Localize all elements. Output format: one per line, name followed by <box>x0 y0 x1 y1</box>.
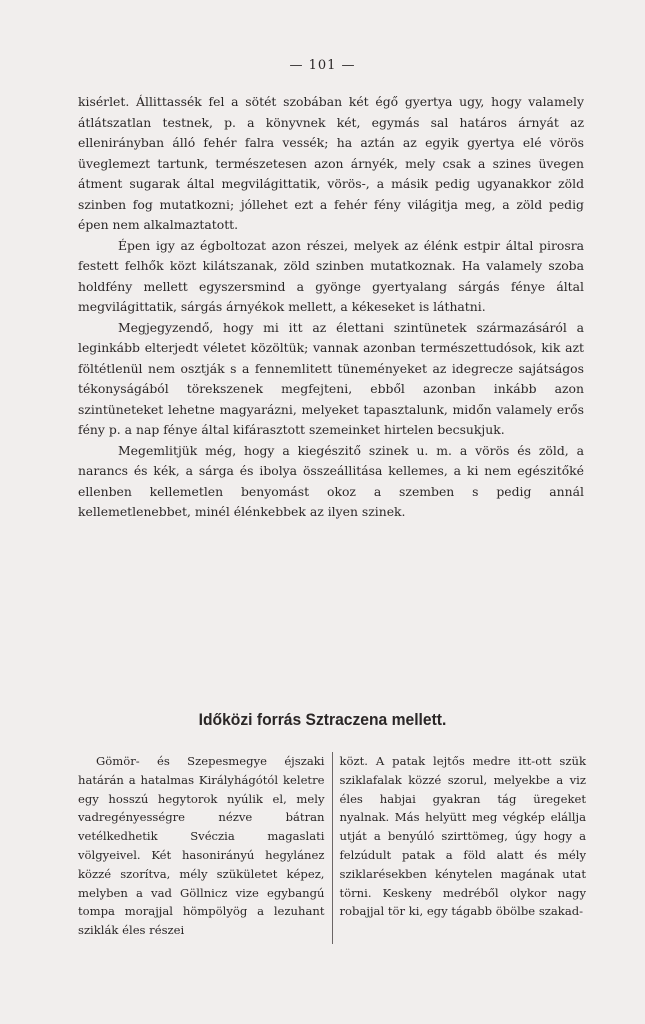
section-title: Időközi forrás Sztraczena mellett. <box>198 710 447 729</box>
column-divider <box>332 752 333 944</box>
left-column-text: Gömör- és Szepesmegye éjszaki határán a hatalmas Királyhágótól keletre egy hosszú hegytorok nyúlik el, mely vadregényességre nézve bátran vetélkedhetik Svéczia magaslati völgyeivel. Két hasonirányú hegylánez közzé szorítva, mély szükületet képez, melyben a vad Göllnicz vize egybangú tompa morajjal hömpölyög a lezuhant sziklák éles részei <box>78 754 325 938</box>
paragraph: Megemlitjük még, hogy a kiegészitő szinek u. m. a vörös és zöld, a narancs és kék, a sárga és ibolya összeállitása kellemes, a ki nem egészitőké ellenben kellemetlen benyomást okoz a szemben s pedig annál kellemetlenebbet, minél élénkebbek az ilyen szinek. <box>78 442 584 519</box>
right-column <box>340 752 587 952</box>
paragraph: kisérlet. Állittassék fel a sötét szobában két égő gyertya ugy, hogy valamely átlátszatlan testnek, p. a könyvnek két, egymás sal határos árnyát az ellenirányban álló fehér falra vessék; ha aztán az egyik gyertya elé vörös üveglemezt tartunk, természetesen azon árnyék, mely csak a szines üvegen átment sugarak által megvilágittatik, vörös-, a másik pedig ugyanakkor zöld szinben fog mutatkozni; jóllehet ezt a fehér fény világitja meg, a zöld pedig épen nem alkalmaztatott. <box>78 94 584 232</box>
body-text <box>78 92 584 523</box>
left-column <box>78 752 325 952</box>
paragraph: Épen igy az égboltozat azon részei, melyek az élénk estpir által pirosra festett felhők közt kilátszanak, zöld szinben mutatkoznak. Ha valamely szoba holdfény mellett egyszersmind a gyönge gyertyalang sárgás fénye által megvilágittatik, sárgás árnyékok mellett, a kékeseket is láthatni. <box>78 237 584 314</box>
page-number: — 101 — <box>289 58 356 73</box>
two-column-text <box>78 752 586 952</box>
right-column-text: közt. A patak lejtős medre itt-ott szük sziklafalak közzé szorul, melyekbe a viz éles habjai gyakran tág üregeket nyalnak. Más helyütt meg végkép elállja utját a benyúló szirttömeg, úgy hogy a felzúdult patak a föld alatt és mély sziklarésekben kénytelen magának utat törni. Keskeny medréből olykor nagy robajjal tör ki, egy tágabb öbölbe szakad- <box>339 754 586 919</box>
paragraph: Megjegyzendő, hogy mi itt az élettani szintünetek származásáról a leginkább elterjedt véletet közöltük; vannak azonban természettudósok, kik azt föltétlenül nem osztják s a fennemlitett tüneményeket az idegrecze sajátságos tékonyságából törekszenek megfejteni, ebből azonban inkább azon szintüneteket lehetne magyarázni, melyeket tapasztalunk, midőn valamely erős fény p. a nap fénye által kifárasztott szemeinket hirtelen becsukjuk. <box>78 319 584 437</box>
